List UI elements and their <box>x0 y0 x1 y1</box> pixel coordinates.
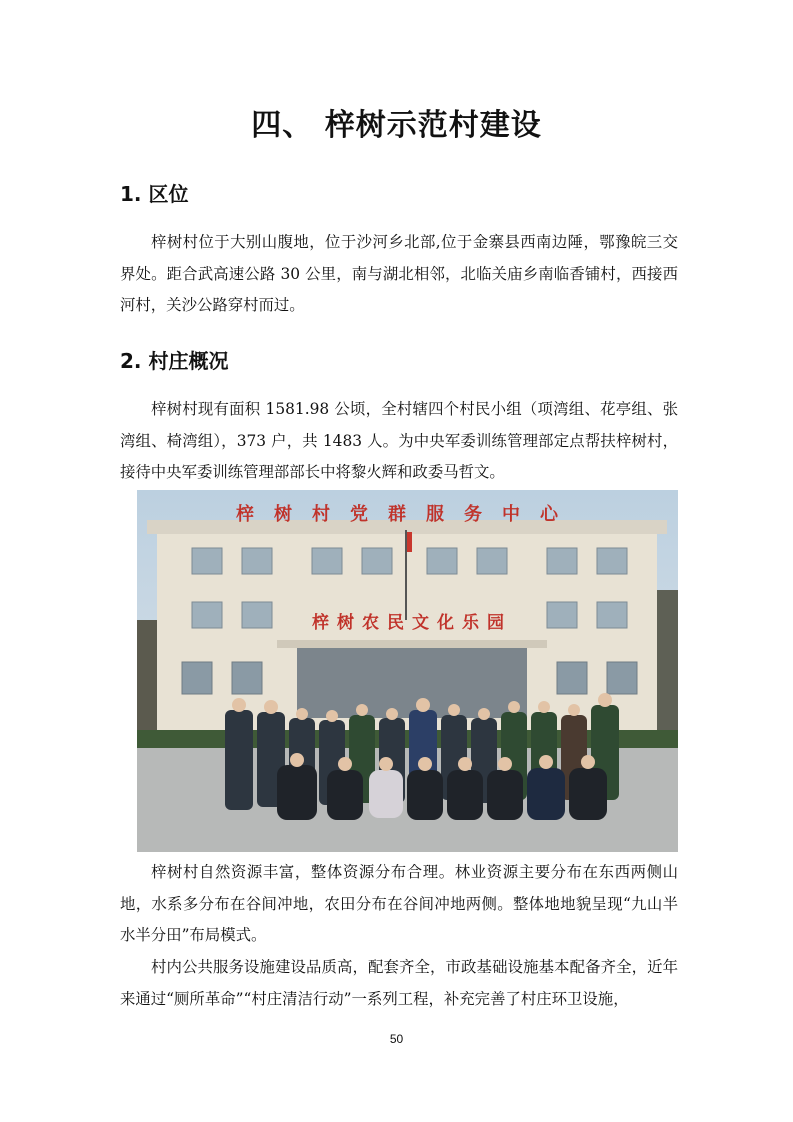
page-title: 四、 梓树示范村建设 <box>251 108 542 143</box>
village-group-photo <box>137 490 678 852</box>
overview-paragraph-2: 梓树村自然资源丰富，整体资源分布合理。林业资源主要分布在东西两侧山地，水系多分布在谷间冲地，农田分布在谷间冲地两侧。整体地地貌呈现“九山半水半分田”布局模式。 <box>120 863 678 944</box>
overview-paragraph-1: 梓树村现有面积 1581.98 公顷，全村辖四个村民小组（项湾组、花亭组、张湾组、椅湾组），373 户，共 1483 人。为中央军委训练管理部定点帮扶梓树村，接待中央军委训练管理部部长中将黎火辉和政委马哲文。 <box>120 400 678 481</box>
facade-sign: 梓树农民文化乐园 <box>312 613 512 633</box>
location-paragraph: 梓树村位于大别山腹地，位于沙河乡北部,位于金寨县西南边陲，鄂豫皖三交界处。距合武高速公路 30 公里，南与湖北相邻，北临关庙乡南临香铺村，西接西河村，关沙公路穿村而过。 <box>120 233 678 314</box>
section-heading-location: 1. 区位 <box>120 182 189 206</box>
overview-paragraph-3: 村内公共服务设施建设品质高，配套齐全，市政基础设施基本配备齐全，近年来通过“厕所革命”“村庄清洁行动”一系列工程，补充完善了村庄环卫设施， <box>120 958 678 1008</box>
page-number: 50 <box>389 1032 404 1046</box>
roof-sign: 梓树村党群服务中心 <box>236 504 578 525</box>
section-heading-overview: 2. 村庄概况 <box>120 349 229 373</box>
